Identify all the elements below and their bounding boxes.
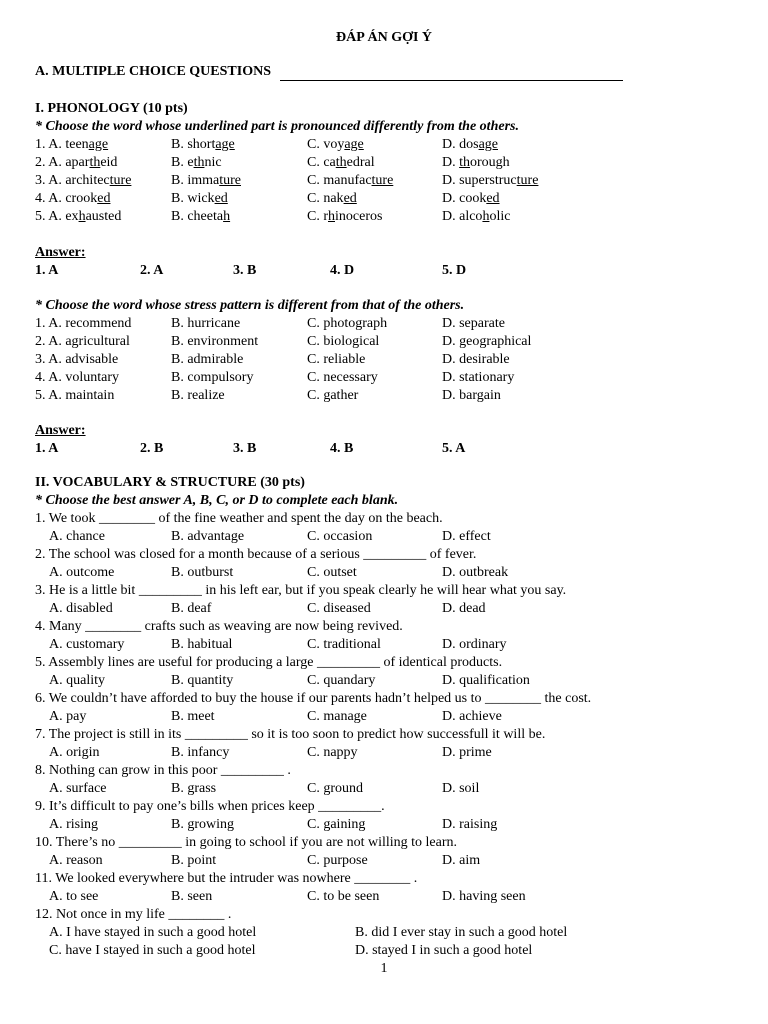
option: B. advantage: [171, 529, 245, 544]
option: B. growing: [171, 817, 234, 832]
option: [442, 136, 498, 154]
option: B. grass: [171, 781, 217, 796]
option: D. bargain: [442, 388, 501, 403]
option: [307, 190, 357, 208]
option: [171, 172, 241, 190]
option: A. pay: [49, 709, 87, 724]
option: D. aim: [442, 853, 481, 868]
option: A. customary: [49, 637, 125, 652]
option: C. ground: [307, 781, 363, 796]
option: D. stayed I in such a good hotel: [355, 943, 533, 958]
option: [442, 172, 538, 190]
question-options-row: [35, 852, 735, 870]
option: B. deaf: [171, 601, 212, 616]
question-row: [35, 208, 735, 226]
option: A. quality: [49, 673, 105, 688]
question-stem: 9. It’s difficult to pay one’s bills when prices keep _________.: [35, 799, 385, 814]
vocabulary-instruction: * Choose the best answer A, B, C, or D to complete each blank.: [35, 493, 399, 508]
option: B. meet: [171, 709, 215, 724]
stress-section: [35, 297, 735, 405]
question-row: [35, 154, 735, 172]
question-12-options-row: [35, 942, 735, 960]
option: B. realize: [171, 388, 225, 403]
answer-item: 2. A: [140, 263, 164, 278]
question-row: [35, 369, 735, 387]
option: C. have I stayed in such a good hotel: [49, 943, 256, 958]
option: 1. A. recommend: [35, 316, 132, 331]
question-options-row: [35, 708, 735, 726]
option: C. to be seen: [307, 889, 380, 904]
option-text: B. e: [171, 155, 194, 170]
question-row: [35, 351, 735, 369]
question-options-row: [35, 564, 735, 582]
option: C. traditional: [307, 637, 381, 652]
question-options-row: [35, 672, 735, 690]
underlined-part: h: [223, 209, 231, 224]
option: A. rising: [49, 817, 98, 832]
option-text: D. dos: [442, 137, 479, 152]
question-number: 5. A.: [35, 209, 66, 224]
option-text: D. superstruc: [442, 173, 517, 188]
option: D. prime: [442, 745, 492, 760]
option: C. occasion: [307, 529, 373, 544]
option: C. quandary: [307, 673, 376, 688]
underlined-part: th: [335, 155, 347, 170]
option: [35, 190, 110, 208]
answer-row: [35, 262, 735, 280]
option-text: eid: [100, 155, 118, 170]
option: B. admirable: [171, 352, 244, 367]
question-row: [35, 136, 735, 154]
option: A. to see: [49, 889, 99, 904]
option-text: crook: [65, 191, 98, 206]
option-text: austed: [85, 209, 122, 224]
underlined-part: th: [89, 155, 101, 170]
question-row: [35, 333, 735, 351]
stress-questions: [35, 315, 735, 405]
option-text: C. manufac: [307, 173, 372, 188]
question-options-row: [35, 600, 735, 618]
option-text: architec: [65, 173, 110, 188]
option: [442, 190, 500, 208]
answer-item: 5. A: [442, 441, 466, 456]
question-stem: 5. Assembly lines are useful for producing a large _________ of identical products.: [35, 655, 503, 670]
question-options-row: [35, 780, 735, 798]
option: B. point: [171, 853, 217, 868]
phonology-instruction-2: * Choose the word whose stress pattern is different from that of the others.: [35, 298, 465, 313]
question-stem: 10. There’s no _________ in going to school if you are not willing to learn.: [35, 835, 458, 850]
underlined-part: ture: [219, 173, 241, 188]
question-options-row: [35, 816, 735, 834]
option: D. having seen: [442, 889, 526, 904]
option-text: C. voy: [307, 137, 345, 152]
answers-1: [35, 244, 735, 280]
option-text: orough: [470, 155, 510, 170]
option-text: apar: [65, 155, 90, 170]
question-options-row: [35, 528, 735, 546]
question-stem: 11. We looked everywhere but the intruder was nowhere ________ .: [35, 871, 418, 886]
section-a-heading: A. MULTIPLE CHOICE QUESTIONS: [35, 64, 271, 79]
question-stem: 6. We couldn’t have afforded to buy the house if our parents hadn’t helped us to ________ the cost.: [35, 691, 592, 706]
option-text: B. short: [171, 137, 216, 152]
option: B. hurricane: [171, 316, 241, 331]
option: [171, 208, 230, 226]
answer-item: 5. D: [442, 263, 467, 278]
underlined-part: ture: [109, 173, 132, 188]
option-text: D.: [442, 155, 460, 170]
question-stem: 2. The school was closed for a month because of a serious _________ of fever.: [35, 547, 477, 562]
option-text: ex: [65, 209, 79, 224]
option: B. outburst: [171, 565, 234, 580]
option: B. quantity: [171, 673, 234, 688]
underlined-part: ed: [343, 191, 357, 206]
section-a-rule: [280, 80, 623, 81]
page-title: ĐÁP ÁN GỢI Ý: [335, 30, 433, 45]
option: C. outset: [307, 565, 357, 580]
option: C. reliable: [307, 352, 366, 367]
vocabulary-section: [35, 474, 735, 960]
option: A. I have stayed in such a good hotel: [49, 925, 257, 940]
underlined-part: ed: [486, 191, 500, 206]
page-number: 1: [380, 961, 388, 976]
phonology-heading: I. PHONOLOGY (10 pts): [35, 101, 188, 116]
underlined-part: ed: [97, 191, 111, 206]
answer-item: 2. B: [140, 441, 164, 456]
option: D. stationary: [442, 370, 515, 385]
option: C. purpose: [307, 853, 368, 868]
option: C. photograph: [307, 316, 388, 331]
phonology-section: [35, 100, 735, 226]
answer-label: Answer:: [35, 245, 86, 260]
question-number: 4. A.: [35, 191, 66, 206]
phonology-instruction-1: * Choose the word whose underlined part is pronounced differently from the others.: [35, 119, 519, 134]
option: A. surface: [49, 781, 107, 796]
question-number: 3. A.: [35, 173, 66, 188]
option-text: B. imma: [171, 173, 220, 188]
option-text: C. r: [307, 209, 328, 224]
option: C. gaining: [307, 817, 366, 832]
option: D. achieve: [442, 709, 502, 724]
option: D. desirable: [442, 352, 510, 367]
option: D. soil: [442, 781, 480, 796]
underlined-part: ture: [516, 173, 539, 188]
question-stem: 7. The project is still in its _________ so it is too soon to predict how successfull it will be.: [35, 727, 546, 742]
answer-item: 1. A: [35, 263, 59, 278]
underlined-part: age: [344, 137, 364, 152]
option: B. habitual: [171, 637, 233, 652]
answer-item: 4. B: [330, 441, 354, 456]
question-12-options-row: [35, 924, 735, 942]
underlined-part: ture: [371, 173, 394, 188]
question-12-stem: 12. Not once in my life ________ .: [35, 907, 232, 922]
option: A. chance: [49, 529, 105, 544]
option: D. outbreak: [442, 565, 509, 580]
option-text: inoceros: [335, 209, 383, 224]
answer-item: 4. D: [330, 263, 355, 278]
option-text: teen: [65, 137, 89, 152]
answer-row: [35, 440, 735, 458]
option: [307, 154, 375, 172]
option: [35, 154, 117, 172]
option-text: D. cook: [442, 191, 487, 206]
underlined-part: age: [88, 137, 109, 152]
option-text: B. wick: [171, 191, 215, 206]
option: D. effect: [442, 529, 491, 544]
question-options-row: [35, 888, 735, 906]
option: C. nappy: [307, 745, 358, 760]
underlined-part: h: [78, 209, 86, 224]
option: C. necessary: [307, 370, 378, 385]
option: D. qualification: [442, 673, 530, 688]
question-options-row: [35, 744, 735, 762]
question-number: 2. A.: [35, 155, 66, 170]
option: B. did I ever stay in such a good hotel: [355, 925, 568, 940]
option: D. separate: [442, 316, 505, 331]
underlined-part: age: [215, 137, 235, 152]
question-row: [35, 315, 735, 333]
underlined-part: ed: [214, 191, 228, 206]
answer-item: 3. B: [233, 263, 257, 278]
option: [442, 154, 510, 172]
underlined-part: h: [328, 209, 335, 224]
question-number: 1. A.: [35, 137, 66, 152]
option: [307, 208, 382, 226]
answer-item: 1. A: [35, 441, 59, 456]
question-stem: 3. He is a little bit _________ in his left ear, but if you speak clearly he will hear what you say.: [35, 583, 567, 598]
option-text: nic: [204, 155, 222, 170]
option: [171, 190, 228, 208]
option: B. infancy: [171, 745, 230, 760]
option: 2. A. agricultural: [35, 334, 130, 349]
option-text: C. nak: [307, 191, 344, 206]
answers-2: [35, 422, 735, 458]
option: 3. A. advisable: [35, 352, 119, 367]
option: A. origin: [49, 745, 100, 760]
vocabulary-questions: [35, 510, 735, 906]
option: [171, 154, 222, 172]
option-text: B. cheeta: [171, 209, 224, 224]
option: [307, 136, 364, 154]
underlined-part: age: [478, 137, 498, 152]
option: [307, 172, 393, 190]
option: D. dead: [442, 601, 486, 616]
underlined-part: th: [193, 155, 205, 170]
option: 4. A. voluntary: [35, 370, 119, 385]
option: [35, 208, 121, 226]
option-text: olic: [489, 209, 511, 224]
answer-item: 3. B: [233, 441, 257, 456]
option: D. ordinary: [442, 637, 507, 652]
option: C. diseased: [307, 601, 371, 616]
option: 5. A. maintain: [35, 388, 115, 403]
option: C. manage: [307, 709, 367, 724]
vocabulary-heading: II. VOCABULARY & STRUCTURE (30 pts): [35, 475, 305, 490]
option-text: C. ca: [307, 155, 336, 170]
underlined-part: h: [482, 209, 490, 224]
question-row: [35, 387, 735, 405]
option: A. reason: [49, 853, 103, 868]
option-text: D. alco: [442, 209, 483, 224]
question-stem: 1. We took ________ of the fine weather and spent the day on the beach.: [35, 511, 443, 526]
option: [35, 136, 108, 154]
option: B. environment: [171, 334, 259, 349]
pronunciation-questions: [35, 136, 735, 226]
question-stem: 4. Many ________ crafts such as weaving are now being revived.: [35, 619, 403, 634]
option: [35, 172, 131, 190]
option: D. geographical: [442, 334, 532, 349]
option: [171, 136, 235, 154]
option: D. raising: [442, 817, 498, 832]
question-row: [35, 190, 735, 208]
answer-label: Answer:: [35, 423, 86, 438]
underlined-part: th: [459, 155, 471, 170]
option: B. seen: [171, 889, 213, 904]
option: B. compulsory: [171, 370, 254, 385]
option-text: edral: [346, 155, 375, 170]
option: A. outcome: [49, 565, 115, 580]
question-row: [35, 172, 735, 190]
question-stem: 8. Nothing can grow in this poor _________ .: [35, 763, 291, 778]
question-options-row: [35, 636, 735, 654]
option: A. disabled: [49, 601, 113, 616]
option: [442, 208, 510, 226]
option: C. biological: [307, 334, 380, 349]
option: C. gather: [307, 388, 359, 403]
